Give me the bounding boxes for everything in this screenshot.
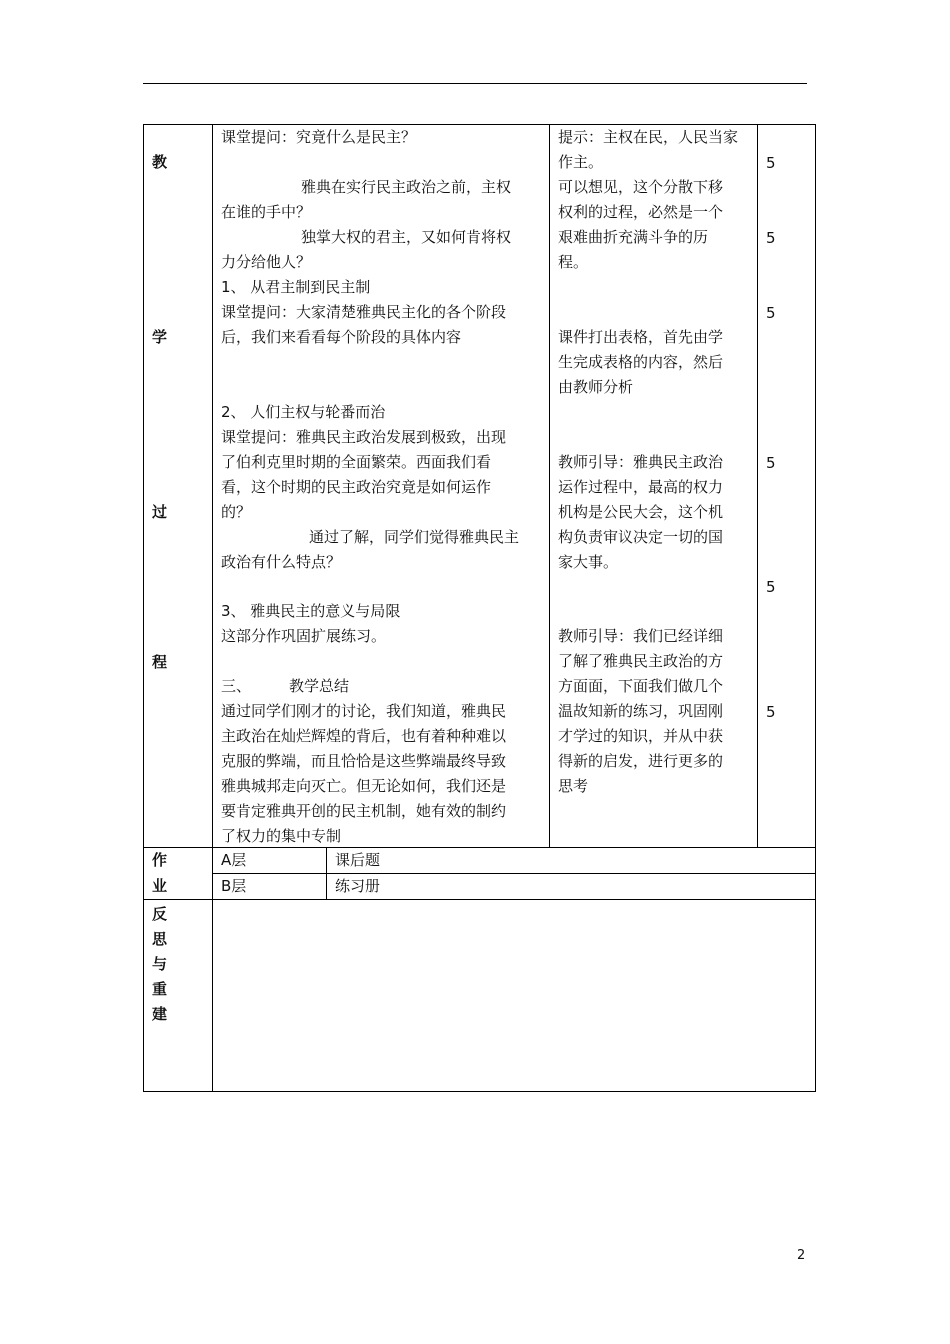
note-line: 得新的启发，进行更多的	[558, 752, 724, 770]
main-line: 克服的弊端，而且恰恰是这些弊端最终导致	[221, 752, 507, 770]
note-line: 课件打出表格，首先由学	[558, 328, 724, 346]
main-line: 的？	[221, 503, 252, 521]
note-line: 机构是公民大会，这个机	[558, 503, 724, 521]
main-line: 2、 人们主权与轮番而治	[221, 403, 386, 421]
note-line: 运作过程中，最高的权力	[558, 478, 724, 496]
note-line: 方面面，下面我们做几个	[558, 677, 724, 695]
reflection-label-char: 与	[152, 955, 168, 973]
homework-level: B层	[221, 877, 247, 895]
minutes-value: 5	[766, 229, 776, 247]
reflection-label-char: 建	[152, 1005, 168, 1023]
note-line: 提示：主权在民，人民当家	[558, 128, 739, 146]
main-line: 政治有什么特点？	[221, 553, 342, 571]
main-line: 通过了解，同学们觉得雅典民主	[309, 528, 520, 546]
reflection-label-char: 思	[152, 930, 168, 948]
note-line: 温故知新的练习，巩固刚	[558, 702, 724, 720]
reflection-label-char: 反	[152, 905, 168, 923]
note-line: 生完成表格的内容，然后	[558, 353, 724, 371]
main-line: 雅典在实行民主政治之前，主权	[301, 178, 512, 196]
homework-content: 练习册	[335, 877, 381, 895]
note-line: 家大事。	[558, 553, 619, 571]
main-line: 这部分作巩固扩展练习。	[221, 627, 387, 645]
note-line: 构负责审议决定一切的国	[558, 528, 724, 546]
main-line: 后，我们来看看每个阶段的具体内容	[221, 328, 462, 346]
main-line: 在谁的手中？	[221, 203, 312, 221]
note-line: 程。	[558, 253, 589, 271]
minutes-value: 5	[766, 304, 776, 322]
homework-label-char: 业	[152, 877, 168, 895]
reflection-label-char: 重	[152, 980, 168, 998]
section-label-char: 教	[152, 153, 168, 171]
main-line: 教学总结	[289, 677, 350, 695]
homework-level: A层	[221, 851, 247, 869]
main-line: 雅典城邦走向灭亡。但无论如何，我们还是	[221, 777, 507, 795]
homework-label-char: 作	[152, 851, 168, 869]
main-line: 课堂提问：大家清楚雅典民主化的各个阶段	[221, 303, 507, 321]
main-line: 了权力的集中专制	[221, 827, 342, 845]
note-line: 权利的过程，必然是一个	[558, 203, 724, 221]
page-number: 2	[797, 1248, 806, 1263]
note-line: 了解了雅典民主政治的方	[558, 652, 724, 670]
minutes-value: 5	[766, 454, 776, 472]
minutes-value: 5	[766, 154, 776, 172]
section-label-char: 过	[152, 503, 168, 521]
main-line: 要肯定雅典开创的民主机制，她有效的制约	[221, 802, 507, 820]
main-line: 1、 从君主制到民主制	[221, 278, 371, 296]
note-line: 可以想见，这个分散下移	[558, 178, 724, 196]
minutes-value: 5	[766, 578, 776, 596]
note-line: 作主。	[558, 153, 604, 171]
section-label-char: 程	[152, 653, 168, 671]
col-divider-3	[757, 124, 758, 847]
main-line: 主政治在灿烂辉煌的背后，也有着种种难以	[221, 727, 507, 745]
main-line: 课堂提问：究竟什么是民主？	[221, 128, 417, 146]
note-line: 才学过的知识，并从中获	[558, 727, 724, 745]
note-line: 思考	[558, 777, 589, 795]
header-rule	[143, 83, 807, 84]
section-label-char: 学	[152, 328, 168, 346]
row-divider-reflection	[143, 899, 816, 900]
main-line: 通过同学们刚才的讨论，我们知道，雅典民	[221, 702, 507, 720]
note-line: 艰难曲折充满斗争的历	[558, 228, 709, 246]
note-line: 由教师分析	[558, 378, 634, 396]
col-divider-2	[549, 124, 550, 847]
main-line: 看，这个时期的民主政治究竟是如何运作	[221, 478, 492, 496]
main-line: 了伯利克里时期的全面繁荣。西面我们看	[221, 453, 492, 471]
note-line: 教师引导：我们已经详细	[558, 627, 724, 645]
row-divider-homework	[212, 873, 816, 874]
main-line: 课堂提问：雅典民主政治发展到极致，出现	[221, 428, 507, 446]
homework-content: 课后题	[335, 851, 381, 869]
minutes-value: 5	[766, 703, 776, 721]
row-divider-process	[143, 847, 816, 848]
main-line: 三、	[221, 677, 252, 695]
main-line: 力分给他人？	[221, 253, 312, 271]
main-line: 独掌大权的君主，又如何肯将权	[301, 228, 512, 246]
main-line: 3、 雅典民主的意义与局限	[221, 602, 401, 620]
note-line: 教师引导：雅典民主政治	[558, 453, 724, 471]
col-divider-1	[212, 124, 213, 1092]
